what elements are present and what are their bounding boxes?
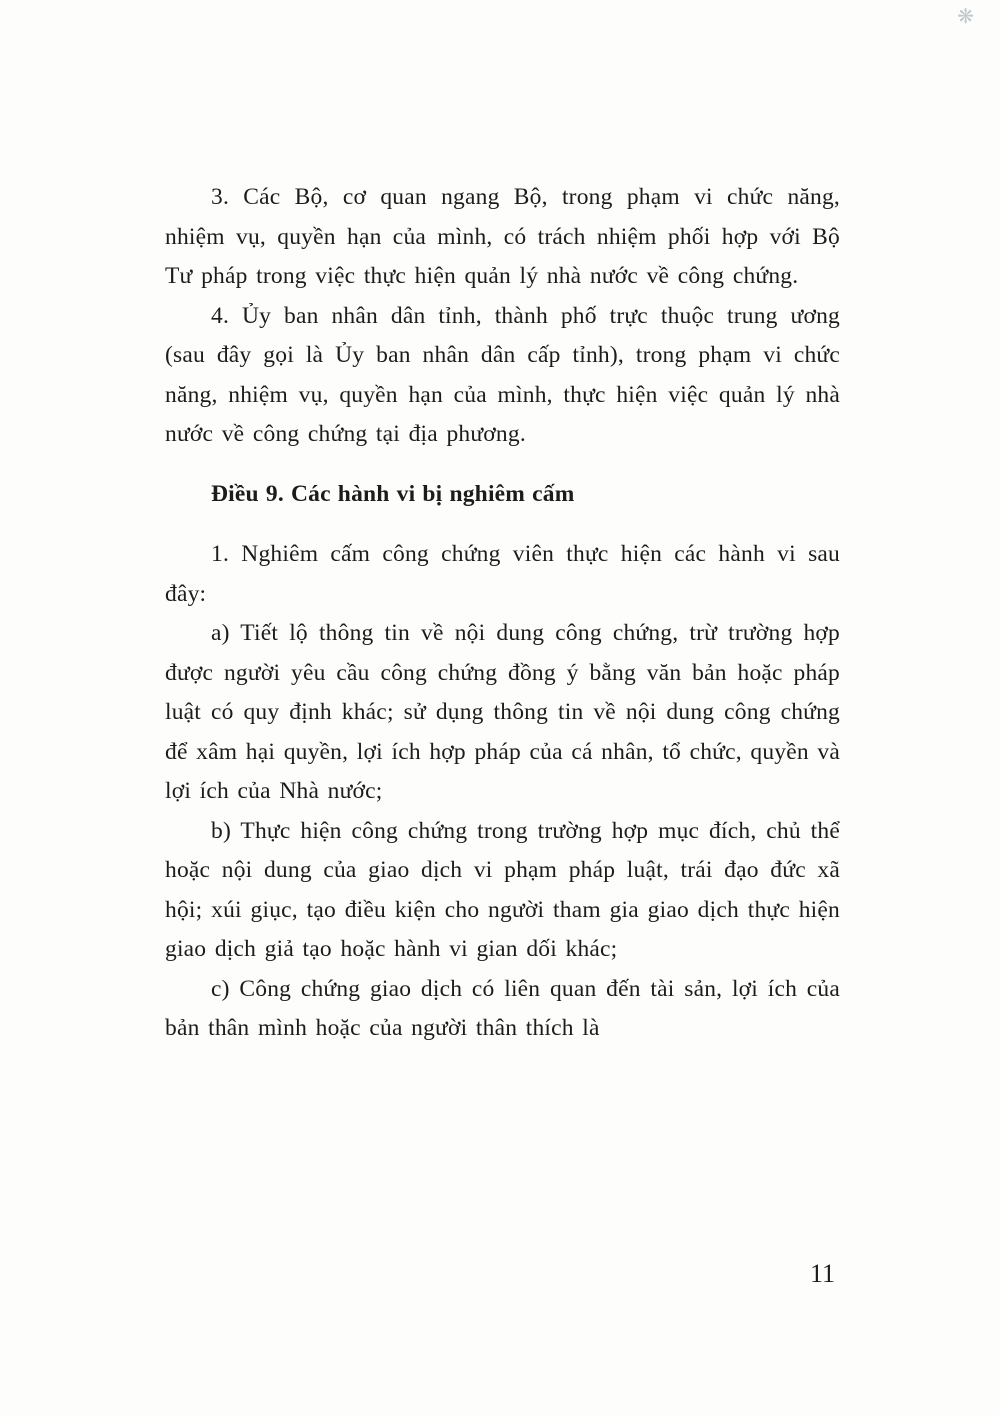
- section-heading: Điều 9. Các hành vi bị nghiêm cấm: [211, 480, 575, 507]
- paragraph: 1. Nghiêm cấm công chứng viên thực hiện các hành vi sau đây:: [165, 541, 840, 607]
- paragraph: 3. Các Bộ, cơ quan ngang Bộ, trong phạm vi chức năng, nhiệm vụ, quyền hạn của mình, có trách nhiệm phối hợp với Bộ Tư pháp trong việc thực hiện quản lý nhà nước về công chứng.: [165, 184, 840, 289]
- paragraph: 4. Ủy ban nhân dân tỉnh, thành phố trực thuộc trung ương (sau đây gọi là Ủy ban nhân dân cấp tỉnh), trong phạm vi chức năng, nhiệm vụ, quyền hạn của mình, thực hiện việc quản lý nhà nước về công chứng tại địa phương.: [165, 302, 840, 447]
- corner-ornament-icon: ❋: [957, 4, 974, 28]
- document-body: [165, 178, 840, 1049]
- paragraph: a) Tiết lộ thông tin về nội dung công chứng, trừ trường hợp được người yêu cầu công chứng đồng ý bằng văn bản hoặc pháp luật có quy định khác; sử dụng thông tin về nội dung công chứng để xâm hại quyền, lợi ích hợp pháp của cá nhân, tổ chức, quyền và lợi ích của Nhà nước;: [165, 620, 840, 804]
- paragraph: b) Thực hiện công chứng trong trường hợp mục đích, chủ thể hoặc nội dung của giao dịch vi phạm pháp luật, trái đạo đức xã hội; xúi giục, tạo điều kiện cho người tham gia giao dịch thực hiện giao dịch giả tạo hoặc hành vi gian dối khác;: [165, 817, 840, 962]
- paragraph: c) Công chứng giao dịch có liên quan đến tài sản, lợi ích của bản thân mình hoặc của người thân thích là: [165, 975, 840, 1041]
- page-number: 11: [809, 1259, 835, 1288]
